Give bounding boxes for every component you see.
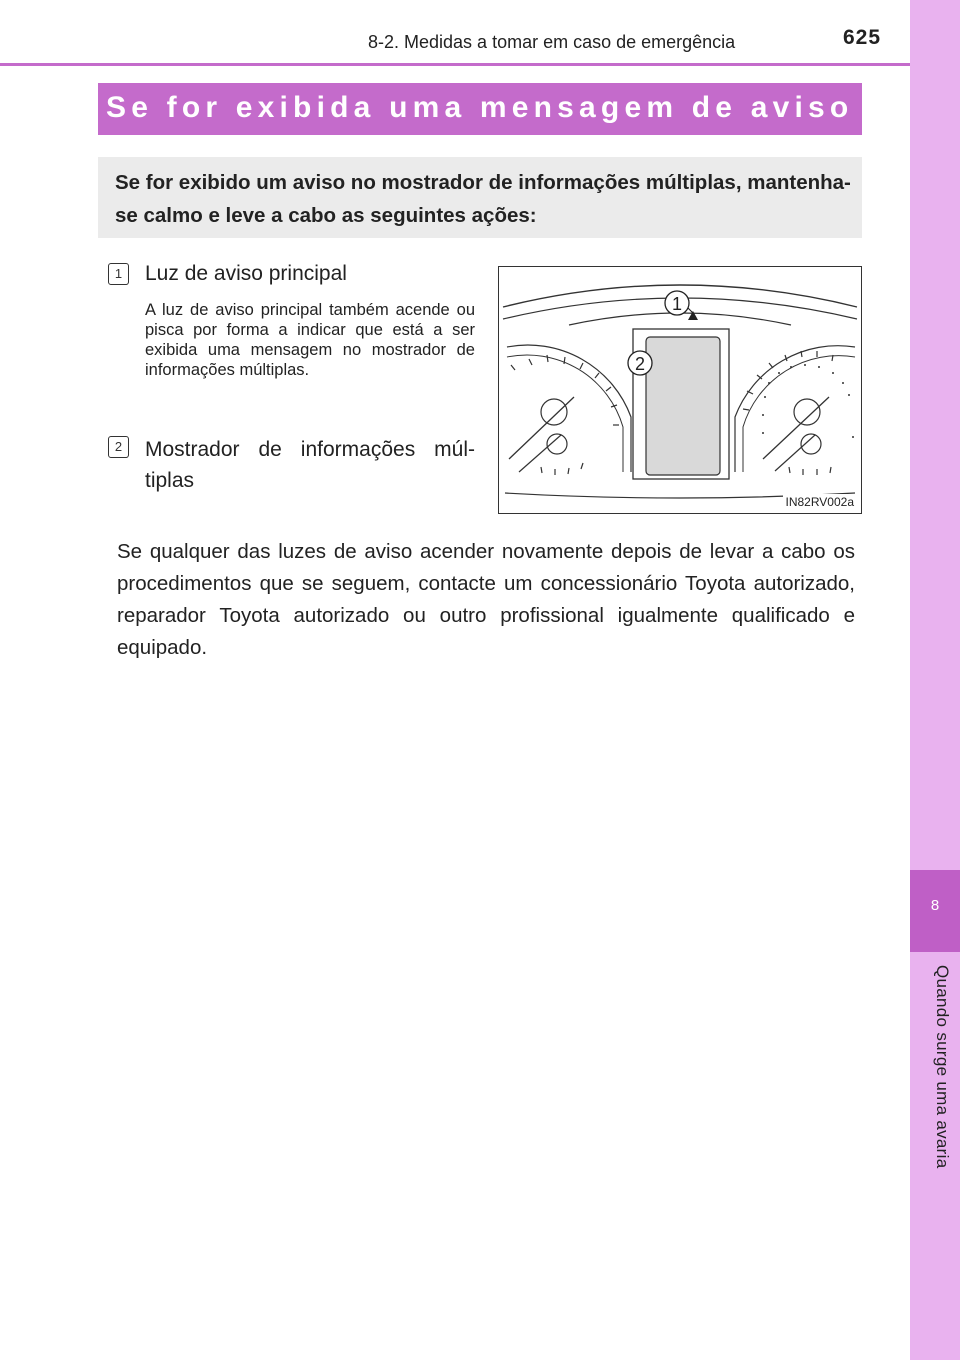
chapter-number: 8 bbox=[910, 870, 960, 952]
chapter-title: Quando surge uma avaria bbox=[933, 965, 952, 1169]
item-number-badge: 1 bbox=[108, 263, 129, 285]
instrument-cluster-drawing bbox=[499, 267, 861, 513]
page-title: Se for exibida uma mensagem de aviso bbox=[98, 83, 862, 135]
item-number-badge: 2 bbox=[108, 436, 129, 458]
instrument-cluster-figure bbox=[498, 266, 862, 514]
figure-callout-2: 2 bbox=[634, 354, 646, 374]
figure-code: IN82RV002a bbox=[783, 494, 858, 510]
item-description: A luz de aviso principal também acende ou pisca por forma a indicar que está a ser exibida uma mensagem no mostrador de informações múltiplas. bbox=[145, 301, 475, 379]
body-paragraph: Se qualquer das luzes de aviso acender novamente depois de levar a cabo os procedimentos que se seguem, contacte um concessionário Toyota autorizado, reparador Toyota autorizado ou outro profissional igualmente qualificado e equipado. bbox=[117, 540, 855, 659]
figure-callout-1: 1 bbox=[671, 294, 683, 314]
item-title: Mostrador de informações múltiplas bbox=[145, 438, 475, 492]
page-number: 625 bbox=[843, 26, 882, 49]
header-rule bbox=[0, 63, 910, 66]
item-title: Luz de aviso principal bbox=[145, 262, 347, 285]
intro-box: Se for exibido um aviso no mostrador de informações múltiplas, mantenha-se calmo e leve a cabo as seguintes ações: bbox=[98, 157, 862, 238]
section-header: 8-2. Medidas a tomar em caso de emergência bbox=[368, 32, 736, 52]
